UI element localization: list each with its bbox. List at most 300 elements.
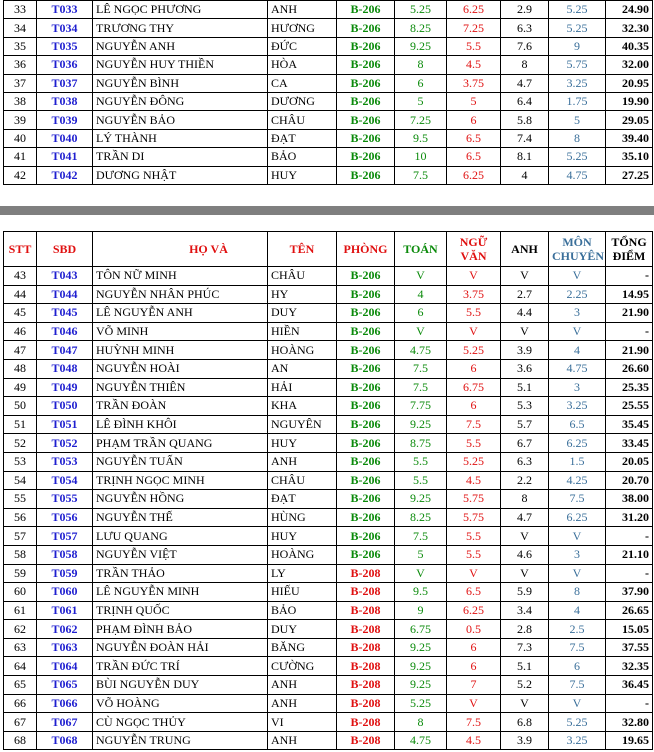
cell-toan: 5.5 <box>395 452 447 471</box>
cell-ten: HÒA <box>268 56 337 74</box>
cell-anh: 6.3 <box>501 452 549 471</box>
cell-ho-va: DƯƠNG NHẬT <box>93 166 268 184</box>
cell-ho-va: CÙ NGỌC THỦY <box>93 713 268 732</box>
cell-ten: VI <box>268 713 337 732</box>
cell-mon-chuyen: 7.5 <box>549 638 606 657</box>
cell-anh: 5.2 <box>501 676 549 695</box>
cell-ho-va: NGUYỄN ANH <box>93 37 268 55</box>
cell-mon-chuyen: 3.25 <box>549 74 606 92</box>
cell-stt: 42 <box>4 166 37 184</box>
cell-ten: AN <box>268 359 337 378</box>
cell-tong-diem: 37.90 <box>606 583 653 602</box>
table-row <box>4 267 653 286</box>
cell-tong-diem: 25.35 <box>606 378 653 397</box>
cell-ngu-van: 6 <box>447 638 501 657</box>
cell-ngu-van: 6.5 <box>447 148 501 166</box>
cell-mon-chuyen: 5.75 <box>549 56 606 74</box>
cell-ngu-van: 6.5 <box>447 129 501 147</box>
cell-ten: BĂNG <box>268 638 337 657</box>
cell-toan: V <box>395 322 447 341</box>
table-row <box>4 1 653 19</box>
cell-anh: 2.9 <box>501 1 549 19</box>
cell-anh: 5.3 <box>501 397 549 416</box>
cell-tong-diem: 38.00 <box>606 490 653 509</box>
cell-stt: 47 <box>4 341 37 360</box>
cell-mon-chuyen: 8 <box>549 583 606 602</box>
cell-anh: 6.8 <box>501 713 549 732</box>
cell-sbd: T037 <box>37 74 93 92</box>
cell-stt: 34 <box>4 19 37 37</box>
cell-ngu-van: 5.25 <box>447 452 501 471</box>
cell-tong-diem: 36.45 <box>606 676 653 695</box>
header-anh: ANH <box>501 232 549 267</box>
cell-ho-va: PHẠM ĐÌNH BẢO <box>93 620 268 639</box>
table-row <box>4 148 653 166</box>
cell-ho-va: LÊ NGUYỄN MINH <box>93 583 268 602</box>
cell-tong-diem: - <box>606 322 653 341</box>
cell-stt: 49 <box>4 378 37 397</box>
table-row <box>4 713 653 732</box>
cell-toan: 7.5 <box>395 359 447 378</box>
cell-ngu-van: 4.5 <box>447 471 501 490</box>
cell-ho-va: NGUYỄN ĐOÀN HẢI <box>93 638 268 657</box>
cell-mon-chuyen: V <box>549 527 606 546</box>
cell-mon-chuyen: 3 <box>549 545 606 564</box>
cell-ten: BẢO <box>268 601 337 620</box>
cell-stt: 60 <box>4 583 37 602</box>
cell-mon-chuyen: 6.25 <box>549 508 606 527</box>
cell-ten: ĐỨC <box>268 37 337 55</box>
cell-mon-chuyen: 5.25 <box>549 713 606 732</box>
cell-ho-va: TRẦN THẢO <box>93 564 268 583</box>
cell-mon-chuyen: 3.25 <box>549 397 606 416</box>
cell-tong-diem: 35.10 <box>606 148 653 166</box>
cell-mon-chuyen: 5.25 <box>549 1 606 19</box>
cell-sbd: T060 <box>37 583 93 602</box>
cell-ho-va: TRƯƠNG THY <box>93 19 268 37</box>
table-row <box>4 490 653 509</box>
cell-mon-chuyen: 1.75 <box>549 92 606 110</box>
cell-sbd: T033 <box>37 1 93 19</box>
cell-tong-diem: - <box>606 267 653 286</box>
cell-phong: B-208 <box>337 564 395 583</box>
cell-ho-va: LÊ ĐÌNH KHÔI <box>93 415 268 434</box>
cell-ngu-van: 7 <box>447 676 501 695</box>
cell-ten: CHÂU <box>268 111 337 129</box>
cell-toan: 7.5 <box>395 378 447 397</box>
cell-ngu-van: 6.5 <box>447 583 501 602</box>
cell-phong: B-206 <box>337 111 395 129</box>
cell-ten: HIỀN <box>268 322 337 341</box>
cell-ten: HUY <box>268 434 337 453</box>
cell-phong: B-208 <box>337 638 395 657</box>
cell-phong: B-206 <box>337 19 395 37</box>
cell-sbd: T056 <box>37 508 93 527</box>
cell-phong: B-208 <box>337 620 395 639</box>
cell-anh: 3.4 <box>501 601 549 620</box>
cell-phong: B-206 <box>337 415 395 434</box>
cell-phong: B-206 <box>337 304 395 323</box>
cell-ngu-van: 6 <box>447 657 501 676</box>
cell-ngu-van: 6.25 <box>447 601 501 620</box>
cell-ho-va: LƯU QUANG <box>93 527 268 546</box>
cell-toan: 9.5 <box>395 129 447 147</box>
cell-toan: 9.25 <box>395 415 447 434</box>
cell-mon-chuyen: 8 <box>549 129 606 147</box>
cell-ten: DUY <box>268 304 337 323</box>
table-row <box>4 508 653 527</box>
cell-anh: 5.8 <box>501 111 549 129</box>
cell-sbd: T041 <box>37 148 93 166</box>
cell-toan: 5.25 <box>395 1 447 19</box>
cell-ten: HƯƠNG <box>268 19 337 37</box>
cell-phong: B-206 <box>337 490 395 509</box>
header-ten: TÊN <box>268 232 337 267</box>
cell-anh: 8.1 <box>501 148 549 166</box>
cell-sbd: T067 <box>37 713 93 732</box>
table-row <box>4 657 653 676</box>
cell-phong: B-208 <box>337 731 395 750</box>
cell-phong: B-206 <box>337 267 395 286</box>
cell-phong: B-208 <box>337 657 395 676</box>
cell-anh: V <box>501 694 549 713</box>
cell-ten: HOÀNG <box>268 545 337 564</box>
cell-stt: 53 <box>4 452 37 471</box>
cell-anh: 8 <box>501 490 549 509</box>
cell-ngu-van: V <box>447 267 501 286</box>
cell-phong: B-208 <box>337 676 395 695</box>
cell-toan: 4.75 <box>395 731 447 750</box>
cell-phong: B-206 <box>337 471 395 490</box>
cell-ten: ĐẠT <box>268 129 337 147</box>
cell-ten: ANH <box>268 731 337 750</box>
cell-anh: 6.7 <box>501 434 549 453</box>
cell-ho-va: NGUYỄN ĐÔNG <box>93 92 268 110</box>
cell-anh: 4.7 <box>501 74 549 92</box>
cell-ho-va: NGUYỄN NHÂN PHÚC <box>93 285 268 304</box>
header-stt: STT <box>4 232 37 267</box>
cell-stt: 61 <box>4 601 37 620</box>
score-table-top <box>3 0 653 185</box>
cell-anh: 3.9 <box>501 341 549 360</box>
cell-stt: 36 <box>4 56 37 74</box>
cell-mon-chuyen: 3 <box>549 304 606 323</box>
cell-mon-chuyen: 9 <box>549 37 606 55</box>
cell-toan: 7.75 <box>395 397 447 416</box>
cell-sbd: T049 <box>37 378 93 397</box>
cell-mon-chuyen: 6 <box>549 657 606 676</box>
cell-toan: 6 <box>395 304 447 323</box>
cell-ho-va: NGUYỄN VIỆT <box>93 545 268 564</box>
cell-tong-diem: 21.10 <box>606 545 653 564</box>
cell-stt: 40 <box>4 129 37 147</box>
table-header-row <box>4 232 653 267</box>
cell-mon-chuyen: 3.25 <box>549 731 606 750</box>
cell-tong-diem: 37.55 <box>606 638 653 657</box>
cell-phong: B-206 <box>337 148 395 166</box>
cell-ngu-van: 5.75 <box>447 508 501 527</box>
cell-ho-va: NGUYỄN HỒNG <box>93 490 268 509</box>
cell-tong-diem: 20.05 <box>606 452 653 471</box>
cell-sbd: T065 <box>37 676 93 695</box>
table-row <box>4 620 653 639</box>
cell-ngu-van: 7.5 <box>447 713 501 732</box>
cell-ho-va: TRỊNH QUỐC <box>93 601 268 620</box>
cell-ten: HUY <box>268 166 337 184</box>
cell-sbd: T043 <box>37 267 93 286</box>
cell-anh: 5.9 <box>501 583 549 602</box>
cell-ten: HY <box>268 285 337 304</box>
cell-stt: 39 <box>4 111 37 129</box>
table-row <box>4 545 653 564</box>
cell-ten: NGUYÊN <box>268 415 337 434</box>
cell-ngu-van: 4.5 <box>447 731 501 750</box>
cell-toan: 8.25 <box>395 19 447 37</box>
cell-anh: 4.4 <box>501 304 549 323</box>
cell-toan: 5.5 <box>395 471 447 490</box>
cell-ten: HUY <box>268 527 337 546</box>
cell-ho-va: TRẦN ĐỨC TRÍ <box>93 657 268 676</box>
cell-toan: 7.5 <box>395 527 447 546</box>
cell-anh: 3.9 <box>501 731 549 750</box>
cell-stt: 38 <box>4 92 37 110</box>
cell-stt: 33 <box>4 1 37 19</box>
cell-ten: LY <box>268 564 337 583</box>
header-ho-va: HỌ VÀ <box>93 232 268 267</box>
header-sbd: SBD <box>37 232 93 267</box>
cell-toan: 8.25 <box>395 508 447 527</box>
cell-ngu-van: 6.25 <box>447 166 501 184</box>
cell-toan: 4.75 <box>395 341 447 360</box>
cell-tong-diem: 33.45 <box>606 434 653 453</box>
cell-ho-va: VÕ HOÀNG <box>93 694 268 713</box>
cell-stt: 62 <box>4 620 37 639</box>
cell-toan: 8 <box>395 56 447 74</box>
cell-ho-va: TRẦN DI <box>93 148 268 166</box>
cell-phong: B-206 <box>337 74 395 92</box>
cell-stt: 46 <box>4 322 37 341</box>
cell-anh: 7.3 <box>501 638 549 657</box>
cell-phong: B-206 <box>337 129 395 147</box>
cell-tong-diem: 39.40 <box>606 129 653 147</box>
cell-anh: 2.7 <box>501 285 549 304</box>
cell-anh: 4.6 <box>501 545 549 564</box>
header-phong: PHÒNG <box>337 232 395 267</box>
cell-ngu-van: 6.75 <box>447 378 501 397</box>
cell-mon-chuyen: 4 <box>549 341 606 360</box>
cell-mon-chuyen: V <box>549 694 606 713</box>
cell-phong: B-206 <box>337 37 395 55</box>
cell-anh: V <box>501 322 549 341</box>
header-mon-chuyen: MÔN CHUYÊN <box>549 232 606 267</box>
cell-sbd: T062 <box>37 620 93 639</box>
cell-toan: 9.25 <box>395 638 447 657</box>
cell-stt: 35 <box>4 37 37 55</box>
cell-tong-diem: 32.30 <box>606 19 653 37</box>
cell-stt: 68 <box>4 731 37 750</box>
cell-ho-va: NGUYỄN HUY THIỀN <box>93 56 268 74</box>
cell-anh: V <box>501 564 549 583</box>
cell-anh: 8 <box>501 56 549 74</box>
cell-stt: 58 <box>4 545 37 564</box>
cell-ngu-van: 0.5 <box>447 620 501 639</box>
cell-ten: DUY <box>268 620 337 639</box>
cell-ten: HOÀNG <box>268 341 337 360</box>
cell-sbd: T058 <box>37 545 93 564</box>
cell-sbd: T057 <box>37 527 93 546</box>
cell-tong-diem: 31.20 <box>606 508 653 527</box>
cell-toan: 9.25 <box>395 37 447 55</box>
cell-tong-diem: 32.35 <box>606 657 653 676</box>
cell-anh: 5.1 <box>501 378 549 397</box>
cell-toan: 7.25 <box>395 111 447 129</box>
cell-toan: 9.5 <box>395 583 447 602</box>
cell-stt: 37 <box>4 74 37 92</box>
table-row <box>4 37 653 55</box>
cell-mon-chuyen: 4.75 <box>549 166 606 184</box>
table-row <box>4 415 653 434</box>
cell-anh: 2.2 <box>501 471 549 490</box>
cell-tong-diem: 21.90 <box>606 341 653 360</box>
cell-sbd: T051 <box>37 415 93 434</box>
table-row <box>4 638 653 657</box>
cell-sbd: T035 <box>37 37 93 55</box>
cell-toan: 5 <box>395 545 447 564</box>
cell-ho-va: NGUYỄN HOÀI <box>93 359 268 378</box>
cell-mon-chuyen: 4.75 <box>549 359 606 378</box>
cell-sbd: T046 <box>37 322 93 341</box>
cell-tong-diem: 24.90 <box>606 1 653 19</box>
cell-phong: B-206 <box>337 92 395 110</box>
cell-tong-diem: 32.00 <box>606 56 653 74</box>
cell-ho-va: NGUYỄN BẢO <box>93 111 268 129</box>
cell-phong: B-206 <box>337 397 395 416</box>
cell-ho-va: NGUYỄN BÌNH <box>93 74 268 92</box>
cell-tong-diem: 29.05 <box>606 111 653 129</box>
cell-ten: ANH <box>268 1 337 19</box>
cell-ho-va: NGUYỄN THIÊN <box>93 378 268 397</box>
cell-ho-va: TRẦN ĐOÀN <box>93 397 268 416</box>
table-row <box>4 397 653 416</box>
cell-sbd: T034 <box>37 19 93 37</box>
cell-tong-diem: 40.35 <box>606 37 653 55</box>
cell-anh: 4.7 <box>501 508 549 527</box>
cell-toan: 10 <box>395 148 447 166</box>
cell-mon-chuyen: V <box>549 267 606 286</box>
cell-toan: 9.25 <box>395 657 447 676</box>
cell-ngu-van: 3.75 <box>447 74 501 92</box>
cell-phong: B-206 <box>337 322 395 341</box>
cell-ngu-van: 6 <box>447 397 501 416</box>
cell-toan: 8.75 <box>395 434 447 453</box>
cell-stt: 64 <box>4 657 37 676</box>
cell-tong-diem: 35.45 <box>606 415 653 434</box>
cell-stt: 67 <box>4 713 37 732</box>
cell-toan: 5 <box>395 92 447 110</box>
table-row <box>4 471 653 490</box>
cell-sbd: T059 <box>37 564 93 583</box>
cell-ngu-van: 3.75 <box>447 285 501 304</box>
table-row <box>4 322 653 341</box>
cell-stt: 54 <box>4 471 37 490</box>
cell-anh: 4 <box>501 166 549 184</box>
table-row <box>4 341 653 360</box>
cell-ngu-van: 7.5 <box>447 415 501 434</box>
cell-phong: B-206 <box>337 527 395 546</box>
cell-ngu-van: 6.25 <box>447 1 501 19</box>
cell-toan: 9.25 <box>395 490 447 509</box>
cell-ten: HẢI <box>268 378 337 397</box>
cell-mon-chuyen: V <box>549 564 606 583</box>
cell-sbd: T063 <box>37 638 93 657</box>
cell-ngu-van: 4.5 <box>447 56 501 74</box>
cell-ngu-van: 5 <box>447 92 501 110</box>
table-row <box>4 583 653 602</box>
cell-anh: 6.4 <box>501 92 549 110</box>
cell-stt: 59 <box>4 564 37 583</box>
cell-anh: V <box>501 267 549 286</box>
cell-sbd: T054 <box>37 471 93 490</box>
cell-stt: 48 <box>4 359 37 378</box>
cell-mon-chuyen: 6.5 <box>549 415 606 434</box>
cell-toan: 5.25 <box>395 694 447 713</box>
cell-phong: B-206 <box>337 56 395 74</box>
cell-stt: 50 <box>4 397 37 416</box>
score-table <box>3 231 653 750</box>
cell-tong-diem: 26.60 <box>606 359 653 378</box>
cell-sbd: T048 <box>37 359 93 378</box>
cell-ngu-van: V <box>447 322 501 341</box>
cell-tong-diem: 14.95 <box>606 285 653 304</box>
section-divider <box>0 206 654 215</box>
cell-toan: 4 <box>395 285 447 304</box>
cell-ten: DƯƠNG <box>268 92 337 110</box>
cell-phong: B-208 <box>337 601 395 620</box>
cell-sbd: T061 <box>37 601 93 620</box>
cell-stt: 52 <box>4 434 37 453</box>
cell-toan: 9.25 <box>395 676 447 695</box>
cell-phong: B-206 <box>337 378 395 397</box>
cell-sbd: T042 <box>37 166 93 184</box>
cell-ngu-van: 5.5 <box>447 545 501 564</box>
cell-ho-va: LÊ NGỌC PHƯƠNG <box>93 1 268 19</box>
cell-mon-chuyen: 6.25 <box>549 434 606 453</box>
cell-anh: 6.3 <box>501 19 549 37</box>
cell-toan: V <box>395 267 447 286</box>
cell-mon-chuyen: 2.5 <box>549 620 606 639</box>
cell-ho-va: VÕ MINH <box>93 322 268 341</box>
cell-phong: B-206 <box>337 341 395 360</box>
cell-tong-diem: 27.25 <box>606 166 653 184</box>
cell-toan: 6.75 <box>395 620 447 639</box>
cell-mon-chuyen: 5.25 <box>549 19 606 37</box>
header-ngu-van: NGỮ VĂN <box>447 232 501 267</box>
cell-stt: 55 <box>4 490 37 509</box>
table-row <box>4 601 653 620</box>
cell-ho-va: LÝ THÀNH <box>93 129 268 147</box>
cell-toan: 7.5 <box>395 166 447 184</box>
table-row <box>4 74 653 92</box>
cell-ngu-van: 5.5 <box>447 527 501 546</box>
cell-ho-va: BÙI NGUYỄN DUY <box>93 676 268 695</box>
cell-tong-diem: 32.80 <box>606 713 653 732</box>
cell-anh: 7.6 <box>501 37 549 55</box>
cell-stt: 63 <box>4 638 37 657</box>
cell-ten: ANH <box>268 694 337 713</box>
cell-toan: V <box>395 564 447 583</box>
cell-ten: HÙNG <box>268 508 337 527</box>
cell-mon-chuyen: V <box>549 322 606 341</box>
